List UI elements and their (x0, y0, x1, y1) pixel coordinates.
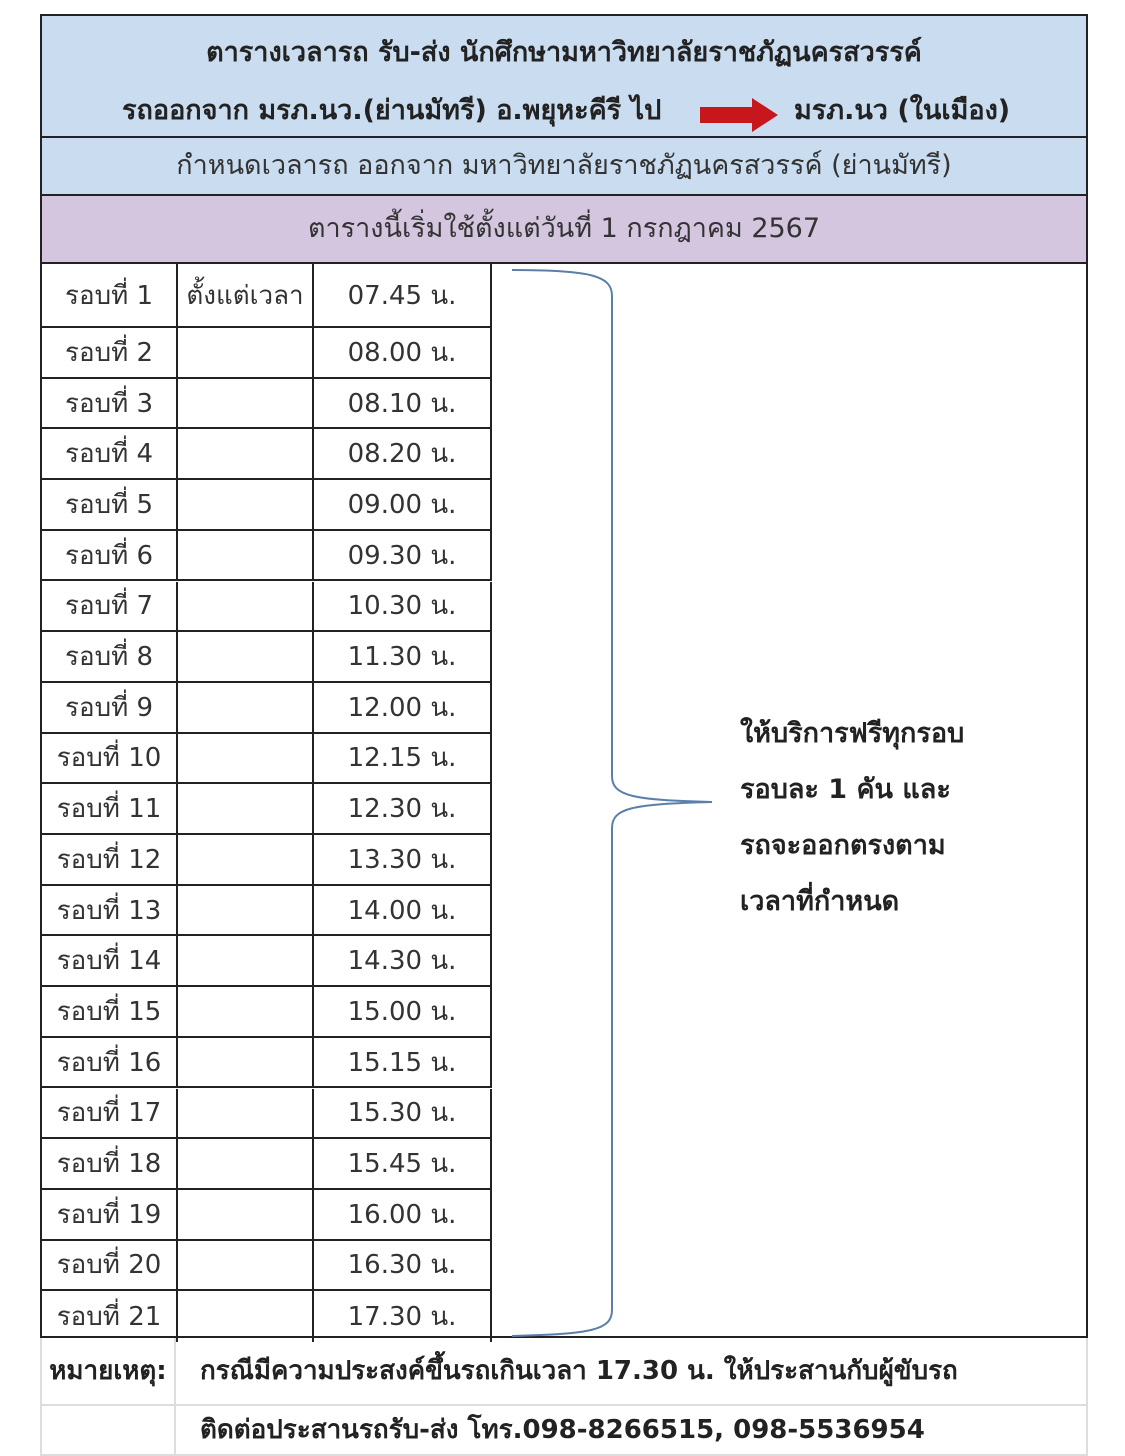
round-label: รอบที่ 16 (42, 1038, 178, 1087)
table-row (42, 582, 492, 633)
table-row (42, 1038, 492, 1089)
round-label: รอบที่ 6 (42, 531, 178, 580)
round-label: รอบที่ 12 (42, 835, 178, 884)
round-label: รอบที่ 19 (42, 1190, 178, 1239)
round-label: รอบที่ 20 (42, 1241, 178, 1290)
departure-time: 08.20 น. (314, 429, 492, 478)
round-note (178, 632, 314, 681)
departure-time: 08.00 น. (314, 328, 492, 377)
service-note (740, 706, 964, 930)
round-label: รอบที่ 17 (42, 1089, 178, 1138)
service-note-line: รอบละ 1 คัน และ (740, 774, 951, 805)
table-row (42, 1291, 492, 1342)
table-row (42, 734, 492, 785)
round-note (178, 683, 314, 732)
table-row (42, 784, 492, 835)
round-note (178, 1139, 314, 1188)
round-label: รอบที่ 5 (42, 480, 178, 529)
round-label: รอบที่ 18 (42, 1139, 178, 1188)
remarks-label: หมายเหตุ: (40, 1338, 176, 1404)
round-label: รอบที่ 15 (42, 987, 178, 1036)
round-note (178, 1038, 314, 1087)
round-label: รอบที่ 13 (42, 886, 178, 935)
round-note (178, 379, 314, 428)
service-note-line: รถจะออกตรงตาม (740, 830, 946, 861)
service-note-line: เวลาที่กำหนด (740, 886, 900, 917)
departure-time: 09.00 น. (314, 480, 492, 529)
title-header (42, 16, 1086, 138)
schedule-frame (40, 14, 1088, 1338)
table-row (42, 1190, 492, 1241)
departure-time: 10.30 น. (314, 582, 492, 631)
departure-time: 15.30 น. (314, 1089, 492, 1138)
departure-time: 14.00 น. (314, 886, 492, 935)
departure-time: 12.30 น. (314, 784, 492, 833)
round-note (178, 1190, 314, 1239)
departure-time: 12.00 น. (314, 683, 492, 732)
round-note (178, 734, 314, 783)
round-note (178, 328, 314, 377)
round-note (178, 480, 314, 529)
departure-time: 07.45 น. (314, 264, 492, 326)
departure-time: 17.30 น. (314, 1291, 492, 1342)
round-note (178, 987, 314, 1036)
round-note: ตั้งแต่เวลา (178, 264, 314, 326)
departure-time: 08.10 น. (314, 379, 492, 428)
round-note (178, 886, 314, 935)
service-note-line: ให้บริการฟรีทุกรอบ (740, 718, 965, 749)
table-row (42, 264, 492, 328)
schedule-subtitle: กำหนดเวลารถ ออกจาก มหาวิทยาลัยราชภัฏนครสวรรค์ (ย่านมัทรี) (42, 138, 1086, 196)
table-row (42, 683, 492, 734)
departure-time: 09.30 น. (314, 531, 492, 580)
remarks-line-1: กรณีมีความประสงค์ขึ้นรถเกินเวลา 17.30 น. ให้ประสานกับผู้ขับรถ (200, 1356, 958, 1386)
table-row (42, 936, 492, 987)
round-note (178, 784, 314, 833)
remarks-line-2: ติดต่อประสานรถรับ-ส่ง โทร.098-8266515, 098-5536954 (200, 1415, 925, 1445)
departure-time: 11.30 น. (314, 632, 492, 681)
round-label: รอบที่ 21 (42, 1291, 178, 1342)
round-note (178, 582, 314, 631)
departure-time: 15.15 น. (314, 1038, 492, 1087)
round-label: รอบที่ 11 (42, 784, 178, 833)
round-label: รอบที่ 3 (42, 379, 178, 428)
table-row (42, 835, 492, 886)
round-note (178, 936, 314, 985)
table-row (42, 1089, 492, 1140)
table-row (42, 480, 492, 531)
route-to: มรภ.นว (ในเมือง) (794, 95, 1011, 126)
effective-date: ตารางนี้เริ่มใช้ตั้งแต่วันที่ 1 กรกฎาคม 2567 (42, 196, 1086, 264)
round-note (178, 531, 314, 580)
round-note (178, 1241, 314, 1290)
table-row (42, 632, 492, 683)
departure-time: 12.15 น. (314, 734, 492, 783)
table-row (42, 886, 492, 937)
round-label: รอบที่ 4 (42, 429, 178, 478)
departure-time: 15.00 น. (314, 987, 492, 1036)
round-label: รอบที่ 14 (42, 936, 178, 985)
round-note (178, 835, 314, 884)
curly-brace-icon (502, 266, 762, 1340)
departure-time: 16.30 น. (314, 1241, 492, 1290)
departure-time: 16.00 น. (314, 1190, 492, 1239)
round-label: รอบที่ 8 (42, 632, 178, 681)
round-label: รอบที่ 2 (42, 328, 178, 377)
departure-time: 13.30 น. (314, 835, 492, 884)
page-title: ตารางเวลารถ รับ-ส่ง นักศึกษามหาวิทยาลัยราชภัฏนครสวรรค์ (206, 37, 922, 68)
table-row (42, 429, 492, 480)
table-row (42, 328, 492, 379)
remarks-empty-cell (40, 1404, 176, 1456)
round-note (178, 429, 314, 478)
table-row (42, 987, 492, 1038)
right-arrow-icon (700, 98, 778, 132)
round-note (178, 1089, 314, 1138)
table-row (42, 379, 492, 430)
round-note (178, 1291, 314, 1342)
round-label: รอบที่ 1 (42, 264, 178, 326)
table-row (42, 1139, 492, 1190)
round-label: รอบที่ 10 (42, 734, 178, 783)
round-label: รอบที่ 7 (42, 582, 178, 631)
remarks-section (40, 1338, 1088, 1456)
route-from: รถออกจาก มรภ.นว.(ย่านมัทรี) อ.พยุหะคีรี ไป (122, 95, 662, 126)
table-row (42, 531, 492, 582)
departure-time: 14.30 น. (314, 936, 492, 985)
departure-time: 15.45 น. (314, 1139, 492, 1188)
round-label: รอบที่ 9 (42, 683, 178, 732)
table-row (42, 1241, 492, 1292)
